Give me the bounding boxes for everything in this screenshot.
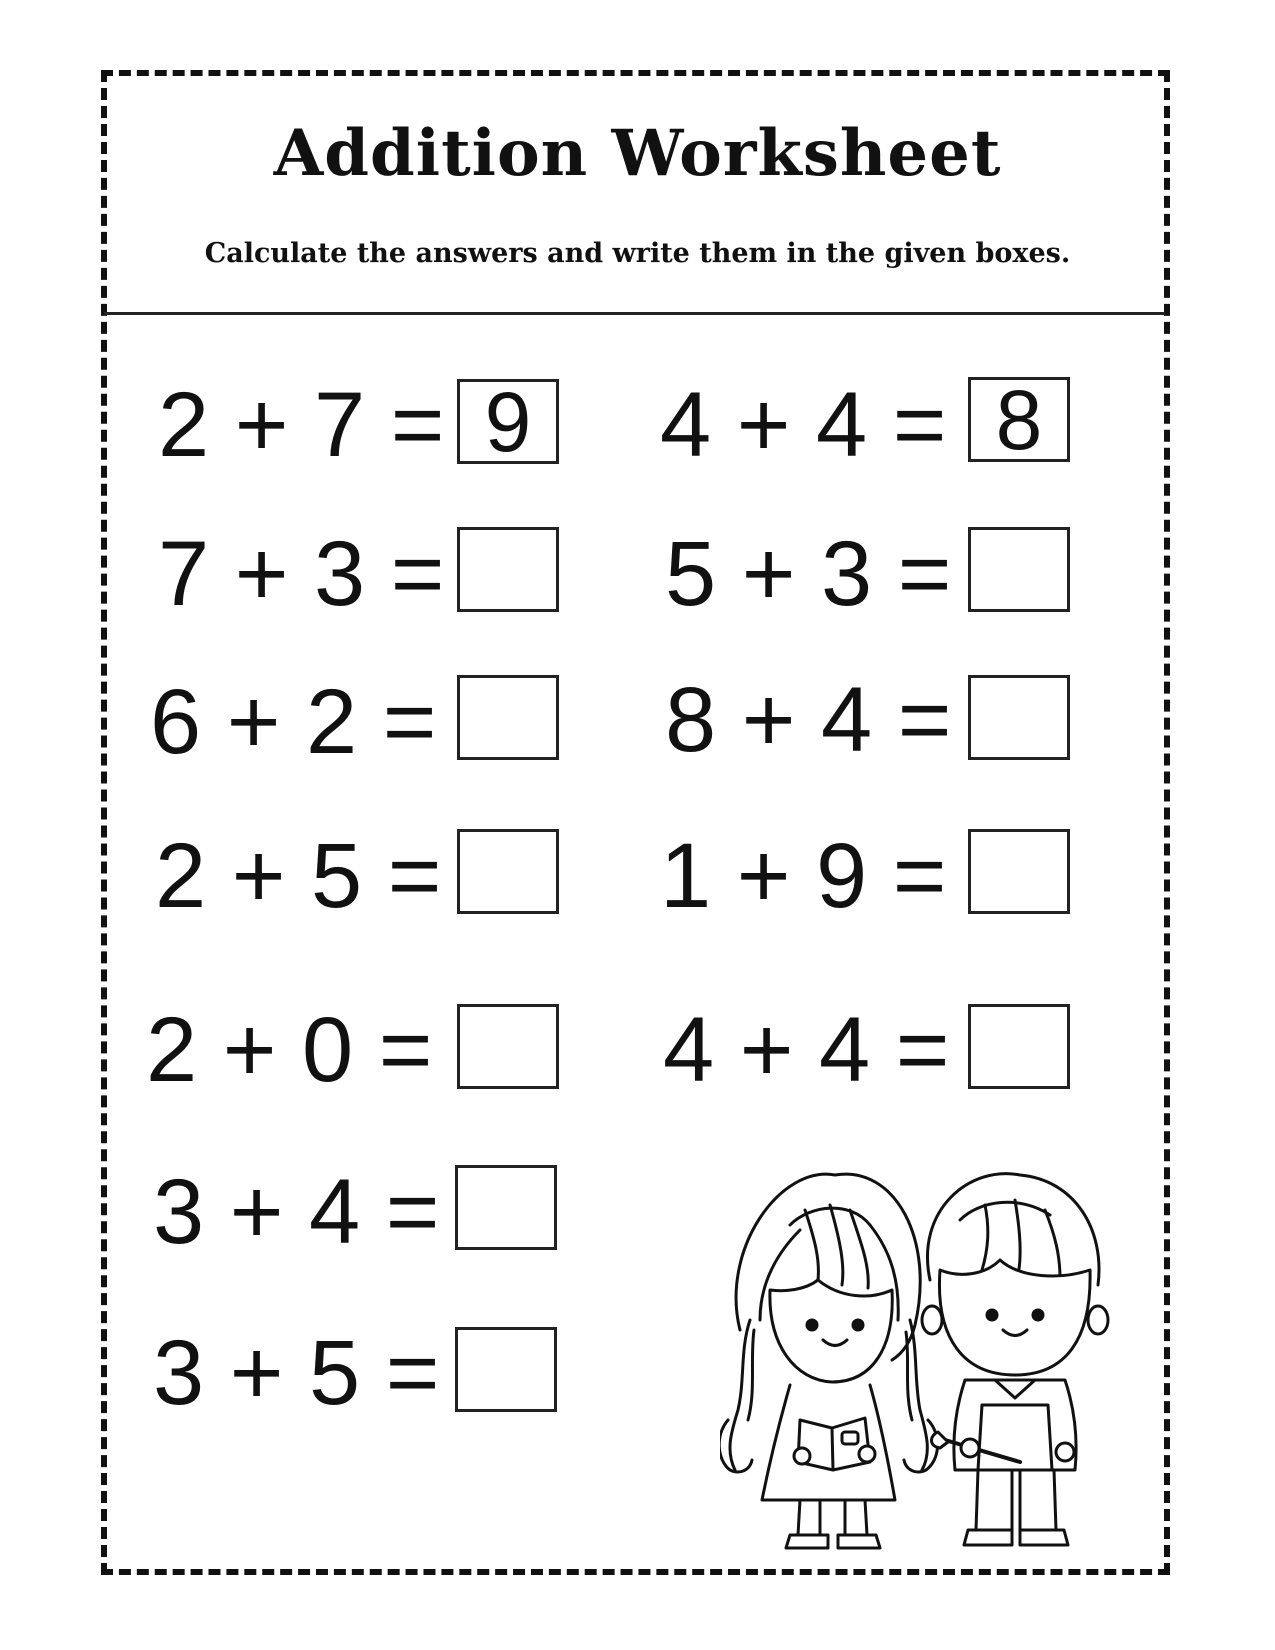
girl-figure — [720, 1174, 938, 1548]
problem-expression: 5 + 3 = — [665, 522, 952, 625]
answer-box-3[interactable] — [457, 527, 559, 612]
problem-8 — [660, 826, 946, 926]
children-illustration — [720, 1170, 1165, 1560]
header-divider — [104, 312, 1165, 315]
problem-2 — [660, 375, 946, 475]
problem-expression: 4 + 4 = — [660, 373, 947, 476]
problem-expression: 2 + 7 = — [158, 373, 445, 476]
answer-box-11[interactable] — [455, 1165, 557, 1250]
answer-box-1[interactable]: 9 — [457, 379, 559, 464]
problem-3 — [158, 524, 444, 624]
answer-box-5[interactable] — [457, 675, 559, 760]
problem-expression: 3 + 4 = — [153, 1160, 440, 1263]
answer-box-2[interactable]: 8 — [968, 377, 1070, 462]
answer-box-12[interactable] — [455, 1327, 557, 1412]
problem-expression: 7 + 3 = — [158, 522, 445, 625]
problem-expression: 1 + 9 = — [660, 824, 947, 927]
answer-box-9[interactable] — [457, 1004, 559, 1089]
problem-expression: 8 + 4 = — [665, 668, 952, 771]
worksheet-instructions: Calculate the answers and write them in the given boxes. — [204, 238, 1071, 269]
answer-box-4[interactable] — [968, 527, 1070, 612]
problem-1 — [158, 375, 444, 475]
problem-expression: 2 + 0 = — [146, 998, 433, 1101]
problem-expression: 4 + 4 = — [663, 998, 950, 1101]
problem-12 — [153, 1323, 439, 1423]
worksheet-title: Addition Worksheet — [273, 116, 1002, 191]
problem-6 — [665, 670, 951, 770]
boy-figure — [922, 1174, 1108, 1545]
problem-5 — [150, 672, 436, 772]
problem-4 — [665, 524, 951, 624]
problem-expression: 3 + 5 = — [153, 1321, 440, 1424]
answer-box-6[interactable] — [968, 675, 1070, 760]
problem-expression: 2 + 5 = — [155, 824, 442, 927]
answer-box-8[interactable] — [968, 829, 1070, 914]
problem-7 — [155, 826, 441, 926]
problem-expression: 6 + 2 = — [150, 670, 437, 773]
problem-11 — [153, 1162, 439, 1262]
answer-box-10[interactable] — [968, 1004, 1070, 1089]
problem-10 — [663, 1000, 949, 1100]
problem-9 — [146, 1000, 432, 1100]
answer-box-7[interactable] — [457, 829, 559, 914]
